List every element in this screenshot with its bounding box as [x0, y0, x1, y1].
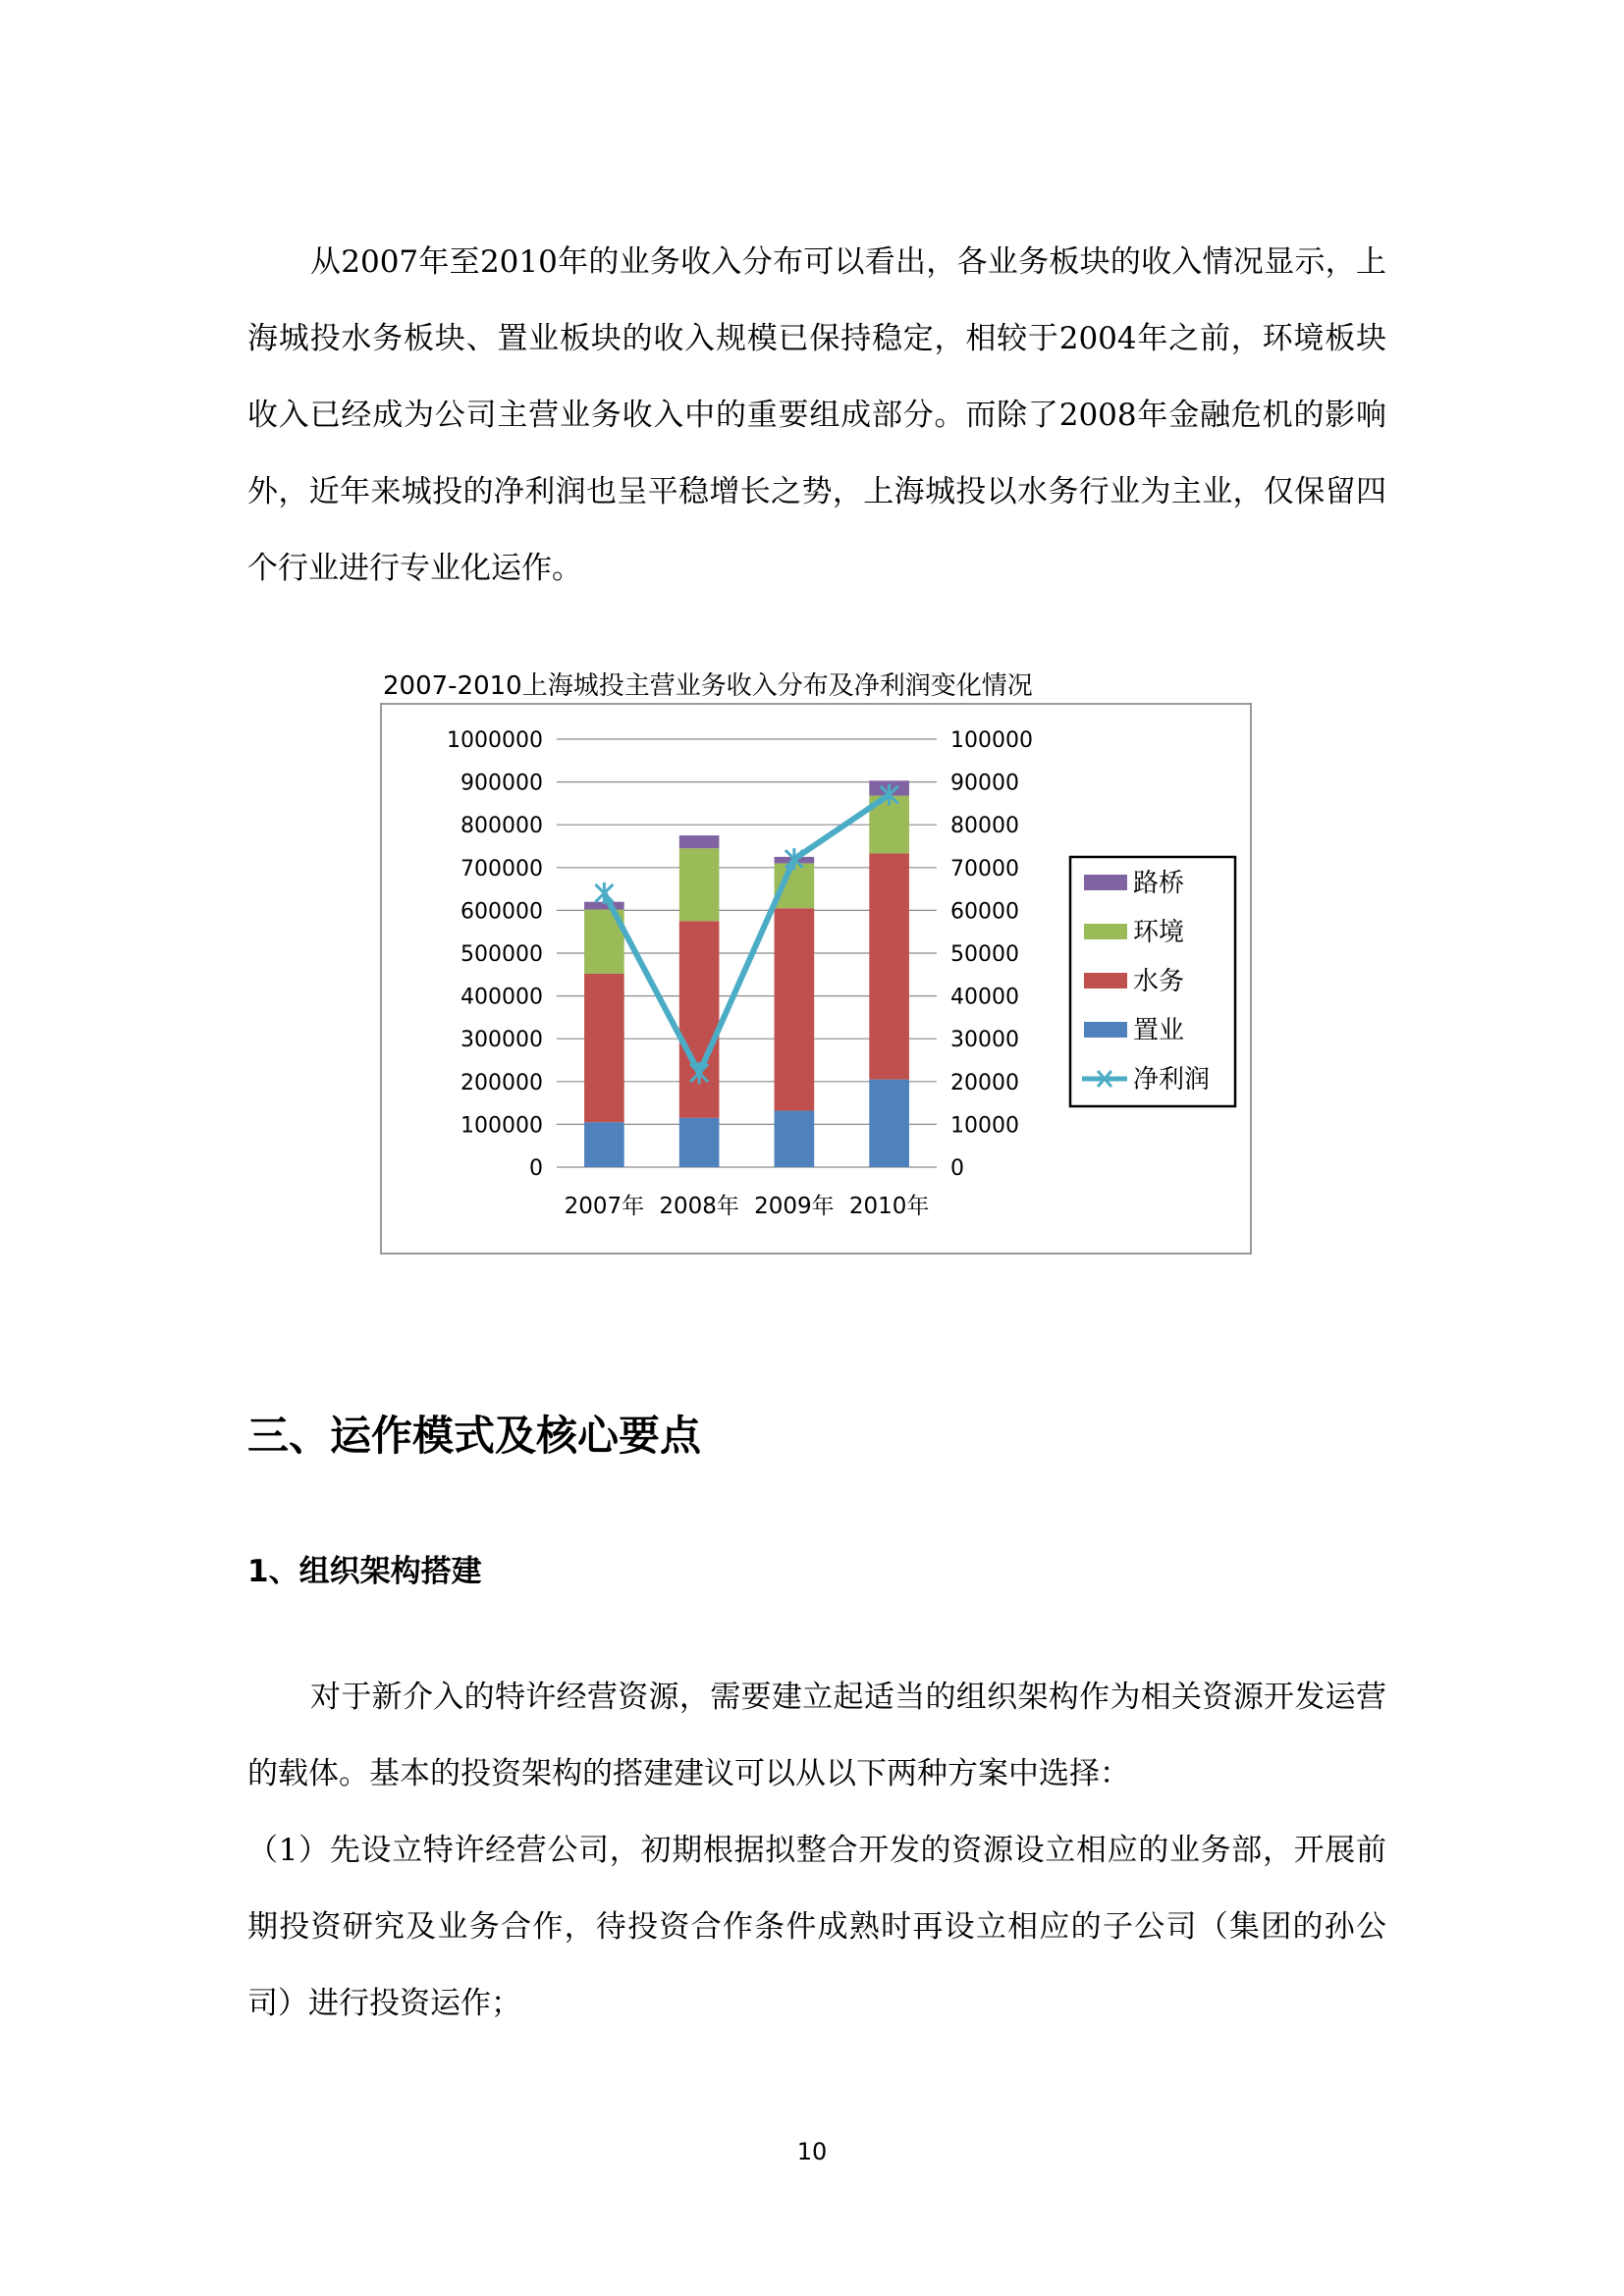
- legend-swatch: [1084, 1022, 1127, 1038]
- left-tick-label: 1000000: [447, 728, 543, 753]
- right-tick-label: 40000: [950, 985, 1019, 1010]
- right-tick-label: 10000: [950, 1113, 1019, 1139]
- legend-label: 路桥: [1133, 869, 1185, 898]
- bar-segment: [775, 908, 815, 1110]
- legend: [1070, 857, 1235, 1106]
- legend-label: 环境: [1133, 918, 1185, 947]
- left-tick-label: 0: [529, 1156, 543, 1181]
- x-tick-label: 2008年: [659, 1194, 739, 1219]
- x-tick-label: 2009年: [754, 1194, 835, 1219]
- right-tick-label: 20000: [950, 1070, 1019, 1095]
- bar-segment: [679, 835, 720, 848]
- legend-label: 水务: [1133, 967, 1185, 996]
- chart: [380, 703, 1254, 1257]
- left-tick-label: 900000: [460, 771, 543, 796]
- left-tick-label: 400000: [460, 985, 543, 1010]
- right-tick-label: 50000: [950, 942, 1019, 967]
- left-tick-label: 700000: [460, 856, 543, 881]
- right-tick-label: 90000: [950, 771, 1019, 796]
- right-tick-label: 100000: [950, 728, 1033, 753]
- right-tick-label: 70000: [950, 856, 1019, 881]
- bar-segment: [679, 848, 720, 921]
- legend-swatch: [1084, 973, 1127, 988]
- bar-segment: [869, 853, 909, 1079]
- right-tick-label: 60000: [950, 899, 1019, 925]
- sub-heading: 1、组织架构搭建: [247, 1554, 482, 1589]
- right-tick-label: 0: [950, 1156, 964, 1181]
- bar-segment: [679, 1118, 720, 1167]
- left-tick-label: 500000: [460, 942, 543, 967]
- bar-segment: [869, 1080, 909, 1167]
- bar-segment: [584, 1122, 624, 1167]
- left-tick-label: 300000: [460, 1028, 543, 1053]
- x-tick-label: 2007年: [564, 1194, 645, 1219]
- bar-segment: [584, 974, 624, 1122]
- right-tick-label: 30000: [950, 1028, 1019, 1053]
- legend-swatch: [1084, 924, 1127, 939]
- chart-title: 2007-2010上海城投主营业务收入分布及净利润变化情况: [383, 671, 1033, 701]
- legend-label: 净利润: [1133, 1065, 1211, 1095]
- x-tick-label: 2010年: [848, 1194, 930, 1219]
- legend-label: 置业: [1133, 1016, 1185, 1045]
- left-tick-label: 800000: [460, 814, 543, 839]
- paragraph-3: （1）先设立特许经营公司，初期根据拟整合开发的资源设立相应的业务部，开展前期投资研究及业务合作，待投资合作条件成熟时再设立相应的子公司（集团的孙公司）进行投资运作；: [247, 1833, 1386, 2021]
- left-tick-label: 600000: [460, 899, 543, 925]
- bar-segment: [775, 1110, 815, 1167]
- page-number: 10: [796, 2138, 828, 2165]
- bar-segment: [679, 921, 720, 1118]
- right-tick-label: 80000: [950, 814, 1019, 839]
- intro-paragraph: 从2007年至2010年的业务收入分布可以看出，各业务板块的收入情况显示，上海城投水务板块、置业板块的收入规模已保持稳定，相较于2004年之前，环境板块收入已经成为公司主营业务收入中的重要组成部分。而除了2008年金融危机的影响外，近年来城投的净利润也呈平稳增长之势，上海城投以水务行业为主业，仅保留四个行业进行专业化运作。: [247, 244, 1386, 586]
- left-tick-label: 100000: [460, 1113, 543, 1139]
- left-tick-label: 200000: [460, 1070, 543, 1095]
- paragraph-2: 对于新介入的特许经营资源，需要建立起适当的组织架构作为相关资源开发运营的载体。基本的投资架构的搭建建议可以从以下两种方案中选择：: [247, 1680, 1386, 1791]
- section-heading: 三、运作模式及核心要点: [247, 1412, 702, 1460]
- legend-swatch: [1084, 875, 1127, 890]
